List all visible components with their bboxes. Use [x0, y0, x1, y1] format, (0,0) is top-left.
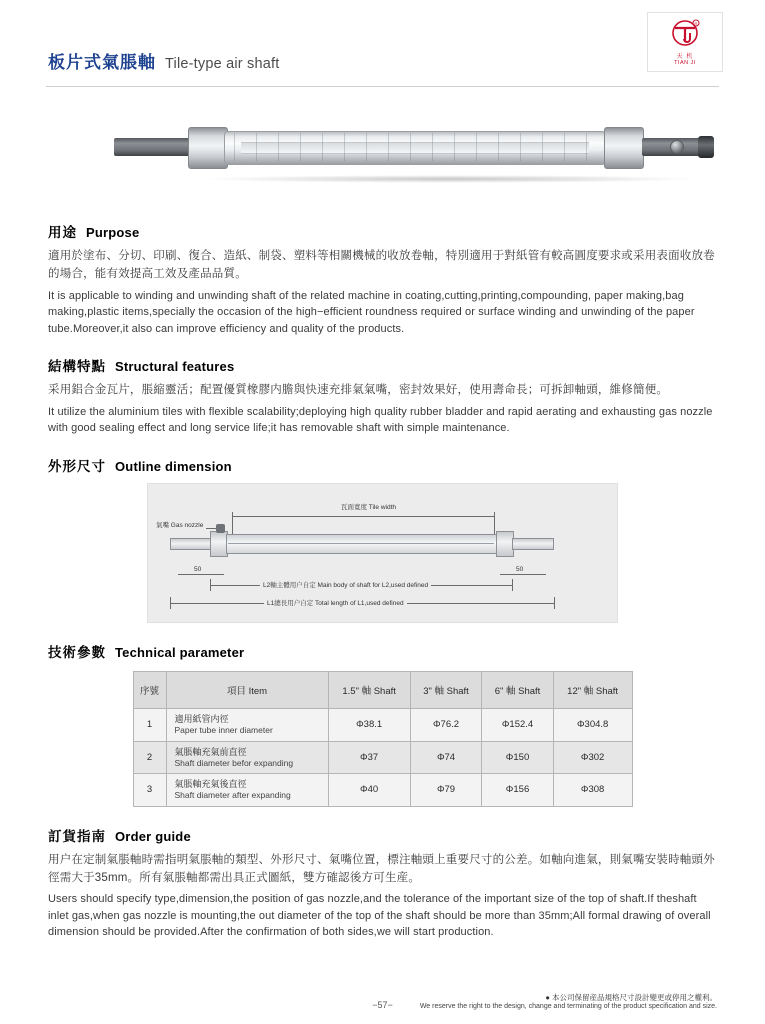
- col-header-shaft-6: 6" 軸 Shaft: [482, 671, 554, 708]
- cell-value-shaft-3: Φ74: [410, 741, 482, 774]
- page-number: −57−: [372, 1000, 393, 1010]
- cell-value-shaft-6: Φ156: [482, 774, 554, 807]
- shaft-collar-left: [188, 127, 228, 169]
- drawing-dim-line-tile-width: [232, 516, 494, 517]
- cell-index: 2: [133, 741, 166, 774]
- section-features-heading: [48, 355, 717, 375]
- col-header-item: 項目 Item: [166, 671, 328, 708]
- drawing-gas-nozzle-icon: [216, 524, 225, 533]
- section-purpose-body-cn: 適用於塗布、分切、印刷、復合、造紙、制袋、塑料等相關機械的收放卷軸，特別適用于對紙管有較高圓度要求或采用表面收放卷的場合，能有效提高工效及產品品質。: [48, 250, 715, 280]
- section-features-title-en: Structural features: [115, 359, 235, 375]
- drawing-shaft-body: [226, 534, 498, 554]
- drawing-dim-line-right-50: [500, 574, 546, 575]
- shaft-collar-right: [604, 127, 644, 169]
- section-outline: [42, 455, 723, 623]
- footer-note-en: We reserve the right to the design, change and terminating of the product specification and size.: [419, 1003, 717, 1010]
- shaft-journal-left: [114, 138, 190, 156]
- section-technical-title-cn: 技術參數: [48, 644, 106, 660]
- drawing-label-l2: L2軸主體用户自定 Main body of shaft for L2,used defined: [260, 580, 431, 589]
- company-logo: [647, 12, 723, 72]
- drawing-label-l1: L1總長用户自定 Total length of L1,used defined: [264, 598, 407, 607]
- section-purpose-title-en: Purpose: [86, 225, 140, 240]
- drawing-centerline: [228, 543, 494, 544]
- cell-value-shaft-12: Φ304.8: [553, 708, 632, 741]
- cell-item-en: Shaft diameter after expanding: [174, 790, 291, 801]
- cell-index: 3: [133, 774, 166, 807]
- section-technical-title-en: Technical parameter: [115, 644, 245, 660]
- section-order-body-en: Users should specify type,dimension,the position of gas nozzle,and the tolerance of the important size of the top of shaft.If theshaft inlet gas,when gas nozzle is mounting,the out diameter of the top of the shaft should be more than 35mm;All formal drawing of overall dimension should be provided.After the confirmation of both sides,we will start production.: [48, 893, 711, 939]
- section-features-title-cn: 結構特點: [48, 359, 106, 375]
- section-outline-title-cn: 外形尺寸: [48, 458, 106, 474]
- cell-value-shaft-3: Φ79: [410, 774, 482, 807]
- section-technical-heading: [48, 641, 717, 661]
- cell-index: 1: [133, 708, 166, 741]
- cell-item: [166, 741, 328, 774]
- cell-value-shaft-6: Φ150: [482, 741, 554, 774]
- cell-value-shaft-15: Φ37: [328, 741, 410, 774]
- page-title-en: Tile-type air shaft: [165, 56, 280, 72]
- cell-item: [166, 774, 328, 807]
- section-purpose-title-cn: 用途: [48, 225, 77, 240]
- col-header-shaft-15: 1.5" 軸 Shaft: [328, 671, 410, 708]
- cell-value-shaft-3: Φ76.2: [410, 708, 482, 741]
- section-outline-title-en: Outline dimension: [115, 458, 232, 474]
- footer-note-cn: ● 本公司保留産品規格尺寸設計變更或停用之權利。: [545, 992, 717, 1002]
- drawing-shaft-right: [512, 538, 554, 550]
- col-header-shaft-3: 3" 軸 Shaft: [410, 671, 482, 708]
- section-order-title-cn: 訂貨指南: [48, 828, 106, 844]
- technical-parameter-table-wrap: [133, 671, 633, 807]
- gas-nozzle-icon: [670, 140, 684, 154]
- svg-text:R: R: [694, 20, 698, 26]
- drawing-label-gas-nozzle: 氣嘴 Gas nozzle: [156, 521, 204, 529]
- table-row: [133, 774, 632, 807]
- cell-item: [166, 708, 328, 741]
- air-shaft-illustration: [114, 109, 724, 185]
- section-order-heading: [48, 825, 717, 845]
- section-features-body-cn: 采用鋁合金瓦片，脹縮靈活；配置優質橡膠内膽與快速充排氣氣嘴，密封效果好，使用壽命長；可拆卸軸頭，維修簡便。: [48, 384, 669, 397]
- product-photo: [42, 95, 723, 203]
- technical-parameter-table: [133, 671, 633, 807]
- page-header: [42, 0, 723, 86]
- cell-value-shaft-12: Φ308: [553, 774, 632, 807]
- shaft-tiles: [226, 133, 602, 161]
- table-head: [133, 671, 632, 708]
- cell-item-cn: 氣脹軸充氣後直徑: [174, 779, 247, 790]
- section-features-body-en: It utilize the aluminium tiles with flexible scalability;deploying high quality rubber bladder and rapid aerating and exhausting gas nozzle with good sealing effect and long service life;it has removable shaft with simple maintenance.: [48, 405, 713, 435]
- cell-item-en: Shaft diameter befor expanding: [174, 757, 294, 768]
- cell-value-shaft-15: Φ38.1: [328, 708, 410, 741]
- drawing-ext-line-l2-left: [210, 579, 211, 591]
- table-header-row: [133, 671, 632, 708]
- page-title-cn: 板片式氣脹軸: [48, 53, 156, 72]
- section-order-title-en: Order guide: [115, 828, 191, 844]
- outline-dimension-drawing: [147, 483, 618, 623]
- table-body: [133, 708, 632, 806]
- drawing-label-left-50: 50: [194, 565, 202, 573]
- drawing-label-right-50: 50: [516, 565, 524, 573]
- logo-brand-pinyin: TIAN JI: [674, 59, 696, 66]
- section-outline-heading: [48, 455, 717, 475]
- cell-value-shaft-6: Φ152.4: [482, 708, 554, 741]
- cell-item-cn: 氣脹軸充氣前直徑: [174, 746, 247, 757]
- drawing-ext-line-l1-right: [554, 597, 555, 609]
- section-purpose: [42, 221, 723, 337]
- cell-item-cn: 適用紙管内徑: [174, 713, 229, 724]
- drawing-label-tile-width: 瓦面寬度 Tile width: [341, 503, 397, 511]
- cell-value-shaft-15: Φ40: [328, 774, 410, 807]
- section-order-body-cn: 用户在定制氣脹軸時需指明氣脹軸的類型、外形尺寸、氣嘴位置，標注軸頭上重要尺寸的公差。如軸向進氣，則氣嘴安裝時軸頭外徑需大于35mm。所有氣脹軸都需出具正式圖紙，雙方確認後方可生産。: [48, 853, 715, 884]
- section-purpose-body-en: It is applicable to winding and unwinding shaft of the related machine in coating,cutting,printing,compounding, paper making,bag making,plastic items,specially the occasion of the high−efficient roundness required or surface winding and unwinding of the paper tube.Moreover,it also can improve efficiency and quality of the products.: [48, 289, 695, 335]
- cell-value-shaft-12: Φ302: [553, 741, 632, 774]
- drawing-ext-line-l1-left: [170, 597, 171, 609]
- table-row: [133, 708, 632, 741]
- section-features: [42, 355, 723, 437]
- drawing-dim-line-left-50: [178, 574, 224, 575]
- header-divider: [46, 86, 719, 87]
- col-header-index: 序號: [133, 671, 166, 708]
- cell-item-en: Paper tube inner diameter: [174, 725, 273, 736]
- table-row: [133, 741, 632, 774]
- shaft-end-cap: [698, 136, 714, 158]
- section-order-guide: [42, 825, 723, 941]
- col-header-shaft-12: 12" 軸 Shaft: [553, 671, 632, 708]
- photo-shadow: [200, 175, 700, 183]
- drawing-ext-line-l2-right: [512, 579, 513, 591]
- page-title: [48, 48, 279, 73]
- logo-brand-cn: 天 机: [676, 53, 694, 60]
- logo-tj-icon: [668, 19, 702, 49]
- drawing-shaft-left: [170, 538, 212, 550]
- section-technical: [42, 641, 723, 807]
- section-purpose-heading: [48, 221, 717, 241]
